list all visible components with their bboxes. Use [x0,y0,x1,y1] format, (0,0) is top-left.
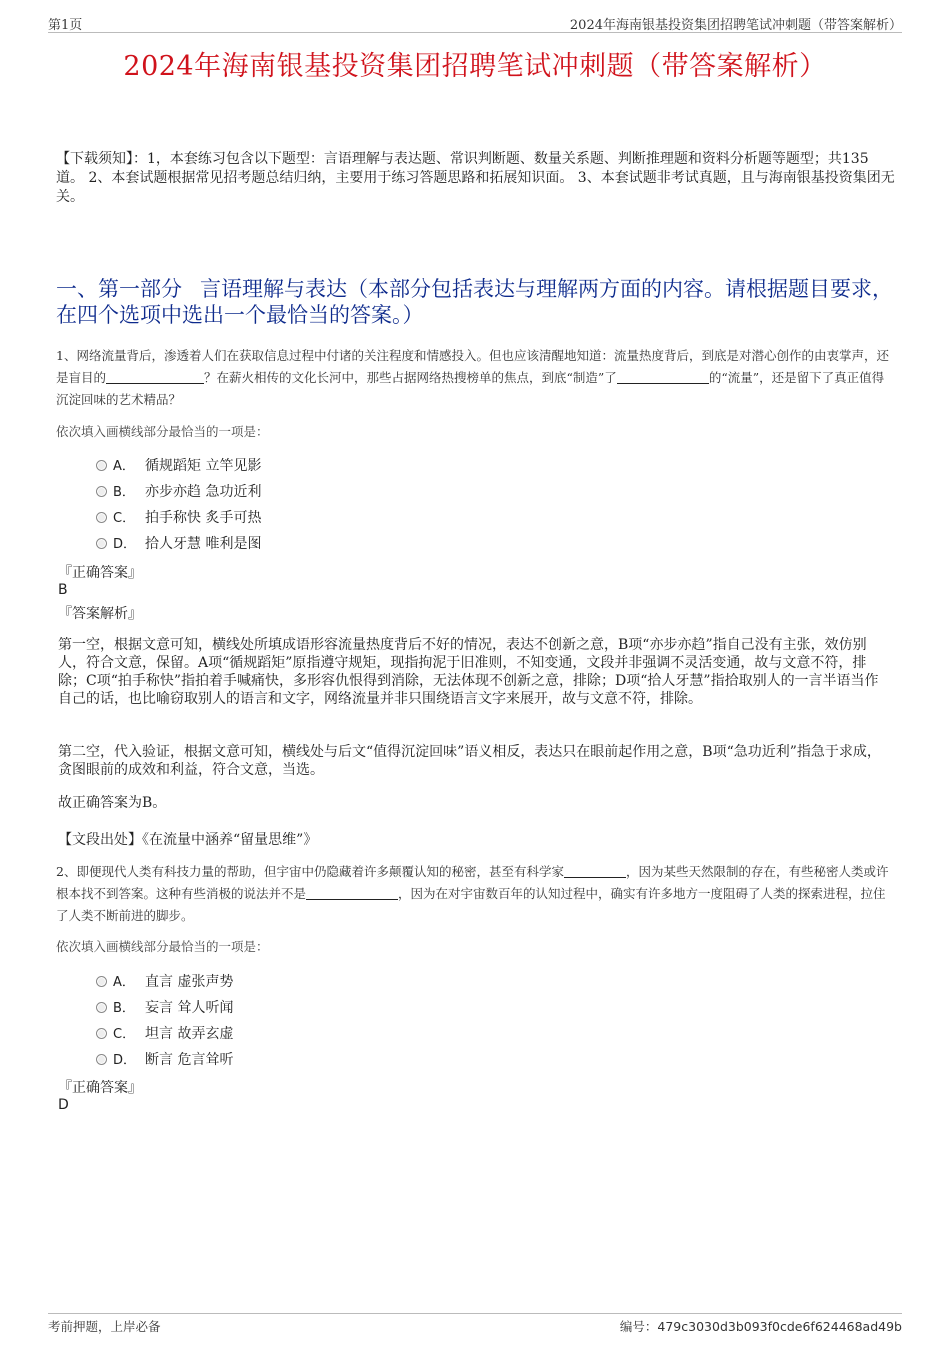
correct-answer-label: 『正确答案』 [58,565,142,581]
option-a[interactable]: A． 循规蹈矩 立竿见影 [96,453,261,479]
radio-icon[interactable] [96,486,107,497]
analysis-conclusion: 故正确答案为B。 [58,795,167,811]
download-notice: 【下载须知】：1，本套练习包含以下题型：言语理解与表达题、常识判断题、数量关系题、判断推理题和资料分析题等题型；共135道。 2、本套试题根据常见招考题总结归纳，主要用于练习答题思路和拓展知识面。 3、本套试题非考试真题，且与海南银基投资集团无关。 [56,151,895,205]
section-number: 一、第一部分 [56,277,182,301]
page-number: 第1页 [48,18,83,33]
passage-source: 【文段出处】《在流量中涵养“留量思维”》 [58,832,318,848]
radio-icon[interactable] [96,1028,107,1039]
analysis-paragraph-2: 第二空，代入验证，根据文意可知，横线处与后文“值得沉淀回味”语义相反，表达只在眼前起作用之意，B项“急功近利”指急于求成，贪图眼前的成效和利益，符合文意，当选。 [58,744,881,778]
question-1-instruction: 依次填入画横线部分最恰当的一项是： [56,424,269,439]
question-2-instruction: 依次填入画横线部分最恰当的一项是： [56,939,269,954]
section-text: 言语理解与表达（本部分包括表达与理解两方面的内容。请根据题目要求，在四个选项中选出一个最恰当的答案。） [56,277,893,327]
blank-2 [617,369,709,384]
analysis-label: 『答案解析』 [58,606,142,622]
option-c[interactable]: C． 拍手称快 炙手可热 [96,505,261,531]
option-b[interactable]: B． 亦步亦趋 急功近利 [96,479,261,505]
correct-answer: D [58,1097,69,1113]
section-heading [56,276,896,328]
page-title: 2024年海南银基投资集团招聘笔试冲刺题（带答案解析） [123,51,827,82]
option-a[interactable]: A． 直言 虚张声势 [96,969,233,995]
analysis-paragraph-1: 第一空，根据文意可知，横线处所填成语形容流量热度背后不好的情况，表达不创新之意，B项“亦步亦趋”指自己没有主张，效仿别人，符合文意，保留。A项“循规蹈矩”原指遵守规矩，现指拘泥于旧准则，不知变通，文段并非强调不灵活变通，故与文意不符，排除；C项“拍手称快”指拍着手喊痛快，多形容仇恨得到消除，无法体现不创新之意，排除；D项“拾人牙慧”指拾取别人的一言半语当作自己的话，也比喻窃取别人的语言和文字，网络流量并非只围绕语言文字来展开，故与文意不符，排除。 [58,637,879,707]
radio-icon[interactable] [96,460,107,471]
question-2-stem: 2、即便现代人类有科技力量的帮助，但宇宙中仍隐藏着许多颠覆认知的秘密，甚至有科学家 ，因为某些天然限制的存在，有些秘密人类或许根本找不到答案。这种有些消极的说法并不是 ，因为在对宇宙数百年的认知过程中，确实有许多地方一度阻碍了人类的探索进程，拉住了人类不断前进的脚步。 [56,864,889,923]
radio-icon[interactable] [96,538,107,549]
blank-2 [306,885,398,900]
radio-icon[interactable] [96,976,107,987]
question-1-stem: 1、网络流量背后，渗透着人们在获取信息过程中付诸的关注程度和情感投入。但也应该清醒地知道：流量热度背后，到底是对潜心创作的由衷掌声，还是盲目的 ？在薪火相传的文化长河中，那些占据网络热搜榜单的焦点，到底“制造”了 的“流量”，还是留下了真正值得沉淀回味的艺术精品？ [56,348,889,407]
blank-1 [106,369,204,384]
radio-icon[interactable] [96,512,107,523]
question-2-options [96,969,233,1073]
radio-icon[interactable] [96,1054,107,1065]
blank-1 [564,863,626,878]
page-header [48,14,902,33]
page-footer [48,1313,902,1334]
option-d[interactable]: D． 断言 危言耸听 [96,1047,233,1073]
radio-icon[interactable] [96,1002,107,1013]
header-doc-title: 2024年海南银基投资集团招聘笔试冲刺题（带答案解析） [569,18,902,33]
footer-slogan: 考前押题，上岸必备 [48,1319,161,1334]
option-d[interactable]: D． 拾人牙慧 唯利是图 [96,531,261,557]
option-b[interactable]: B． 妄言 耸人听闻 [96,995,233,1021]
correct-answer-label: 『正确答案』 [58,1080,142,1096]
question-1-options [96,453,261,557]
option-c[interactable]: C． 坦言 故弄玄虚 [96,1021,233,1047]
document-code: 编号：479c3030d3b093f0cde6f624468ad49b [619,1319,902,1334]
correct-answer: B [58,582,68,598]
